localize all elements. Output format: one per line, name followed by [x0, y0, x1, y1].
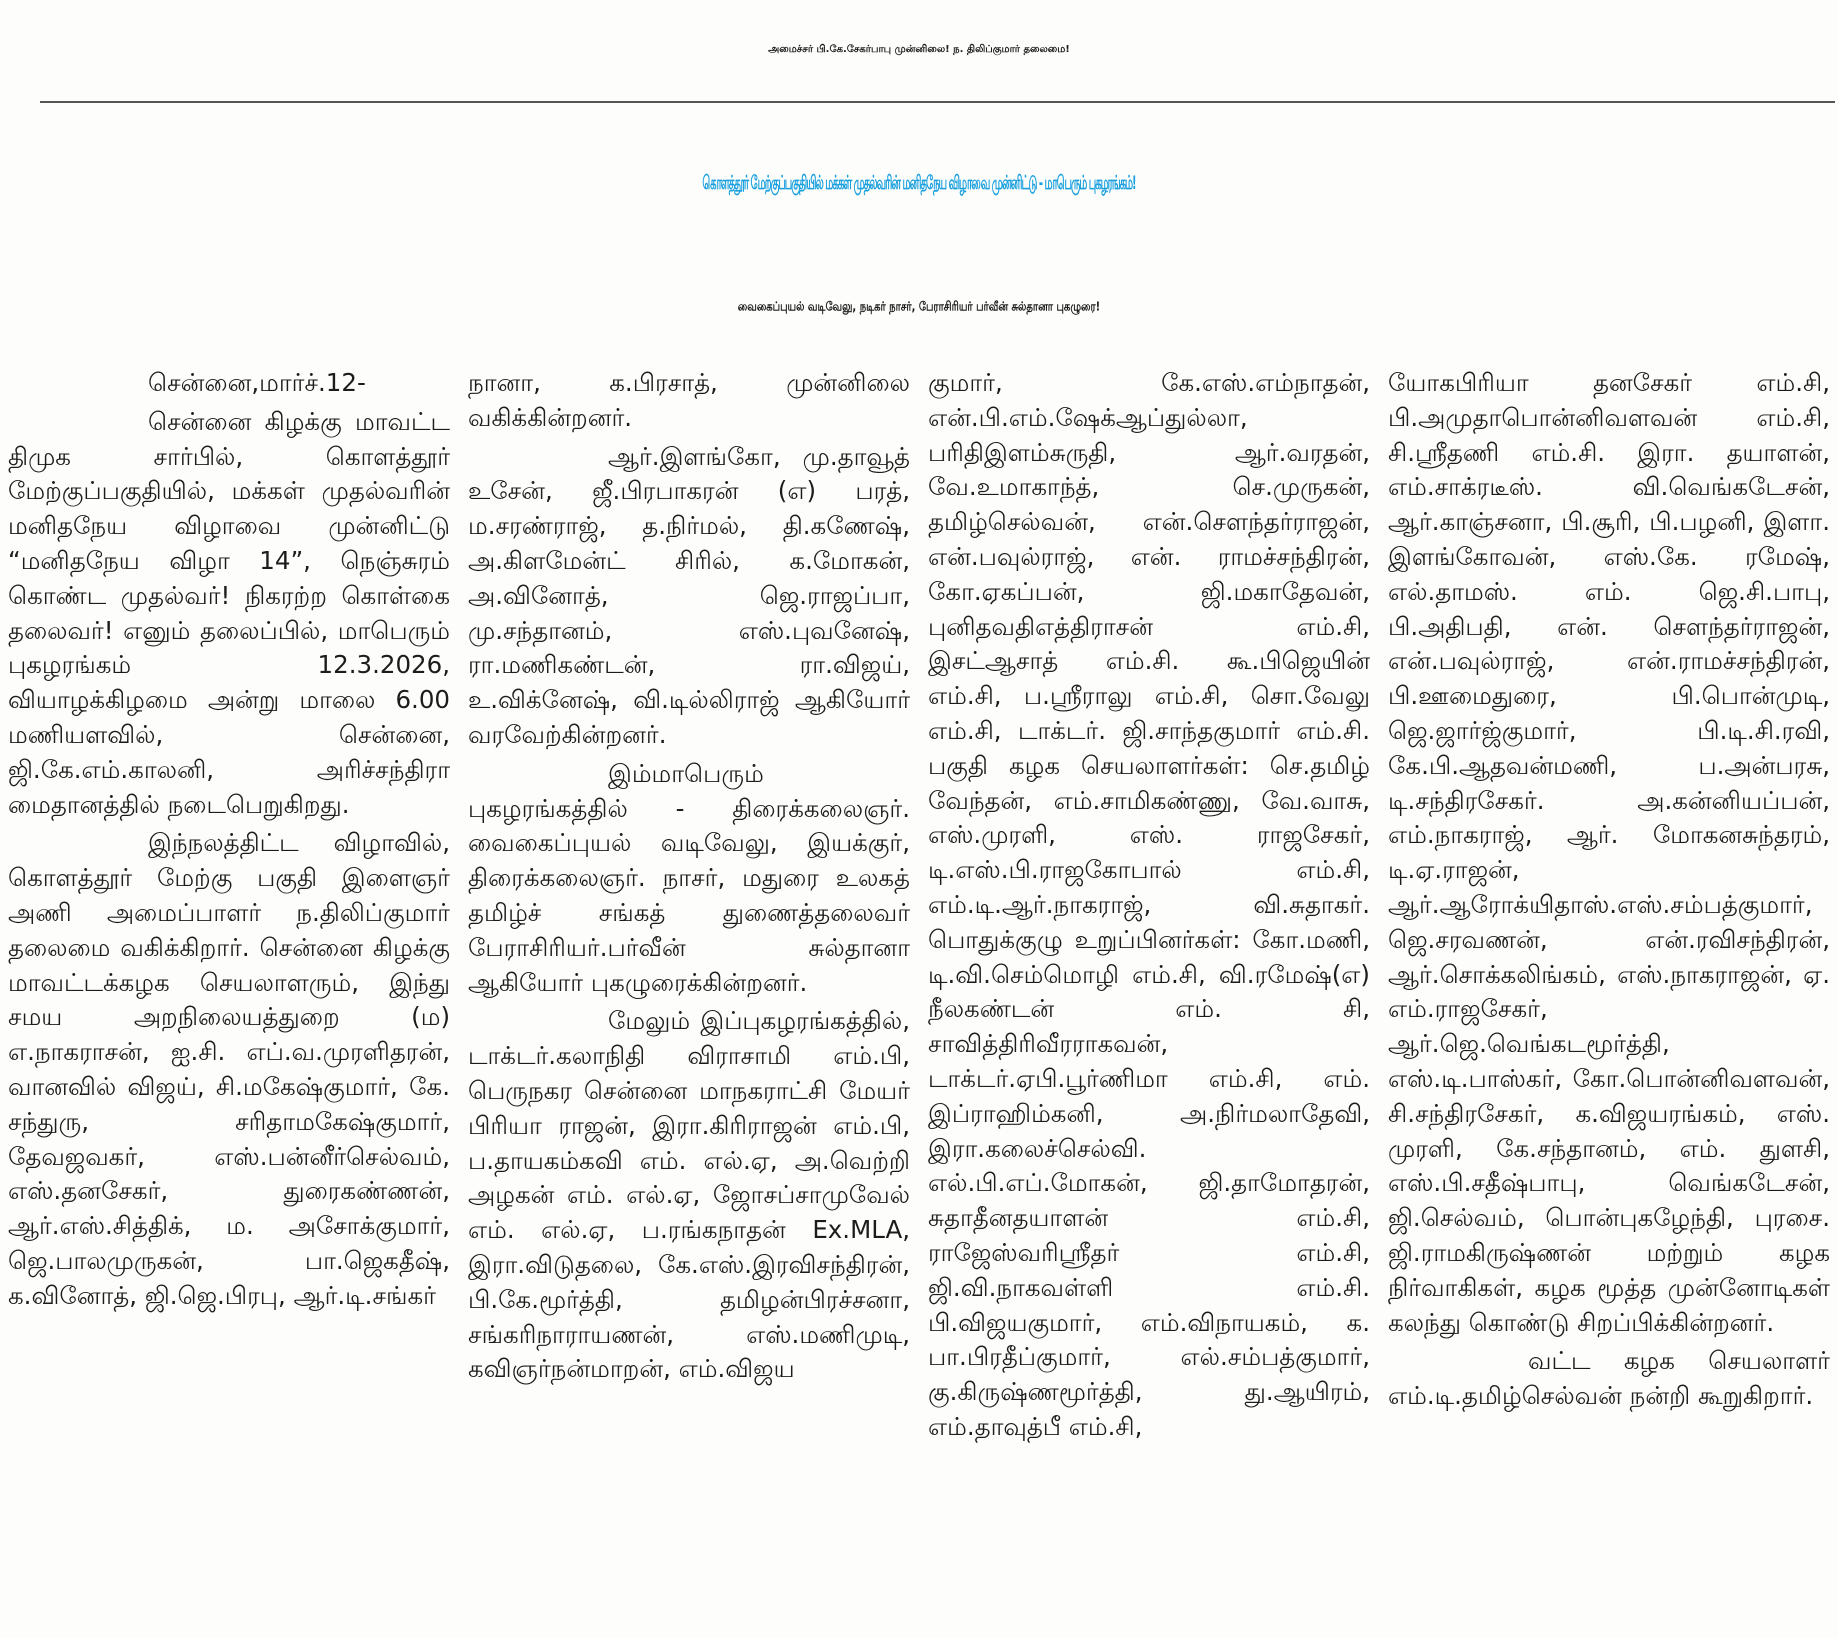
paragraph: இந்நலத்திட்ட விழாவில், கொளத்தூர் மேற்கு பகுதி இளைஞர் அணி அமைப்பாளர் ந.திலிப்குமார் தலைமை வகிக்கிறார். சென்னை கிழக்கு மாவட்டக்கழக செயலாளரும், இந்து சமய அறநிலையத்துறை (ம) எ.நாகராசன், ஐ.சி. எப்.வ.முரளிதரன், வானவில் விஜய், சி.மகேஷ்குமார், கே. சந்துரு, சரிதாமகேஷ்குமார், தேவஜவகர், எஸ்.பன்னீர்செல்வம், எஸ்.தனசேகர், துரைகண்ணன், ஆர்.எஸ்.சித்திக், ம. அசோக்குமார், ஜெ.பாலமுருகன், பா.ஜெகதீஷ், க.வினோத், ஜி.ஜெ.பிரபு, ஆர்.டி.சங்கர் — [8, 828, 450, 1310]
paragraph: குமார், கே.எஸ்.எம்நாதன், என்.பி.எம்.ஷேக்ஆப்துல்லா, பரிதிஇளம்சுருதி, ஆர்.வரதன், வே.உமாகாந்த், செ.முருகன், தமிழ்செல்வன், என்.சௌந்தர்ராஜன், என்.பவுல்ராஜ், என். ராமச்சந்திரன், கோ.ஏகப்பன், ஜி.மகாதேவன், புனிதவதிஎத்திராசன் எம்.சி, இசட்ஆசாத் எம்.சி. கூ.பிஜெயின் எம்.சி, ப.ஸ்ரீராலு எம்.சி, சொ.வேலு எம்.சி, டாக்டர். ஜி.சாந்தகுமார் எம்.சி. பகுதி கழக செயலாளர்கள்: செ.தமிழ் வேந்தன், எம்.சாமிகண்ணு, வே.வாசு, எஸ்.முரளி, எஸ். ராஜசேகர், டி.எஸ்.பி.ராஜகோபால் எம்.சி, எம்.டி.ஆர்.நாகராஜ், வி.சுதாகர். பொதுக்குழு உறுப்பினர்கள்: கோ.மணி, டி.வி.செம்மொழி எம்.சி, வி.ரமேஷ்(எ) நீலகண்டன் எம். சி, சாவித்திரிவீரராகவன், டாக்டர்.ஏபி.பூர்ணிமா எம்.சி, எம். இப்ராஹிம்கனி, அ.நிர்மலாதேவி, இரா.கலைச்செல்வி. எல்.பி.எப்.மோகன், ஜி.தாமோதரன், சுதாதீனதயாளன் எம்.சி, ராஜேஸ்வரிஸ்ரீதர் எம்.சி, ஜி.வி.நாகவள்ளி எம்.சி. பி.விஜயகுமார், எம்.விநாயகம், க. பா.பிரதீப்குமார், எல்.சம்பத்குமார், கு.கிருஷ்ணமூர்த்தி, து.ஆயிரம், எம்.தாவுத்பீ எம்.சி, — [928, 368, 1370, 1441]
column-1 — [8, 366, 450, 1628]
paragraph: மேலும் இப்புகழரங்கத்தில், டாக்டர்.கலாநிதி விராசாமி எம்.பி, பெருநகர சென்னை மாநகராட்சி மேயர் பிரியா ராஜன், இரா.கிரிராஜன் எம்.பி, ப.தாயகம்கவி எம். எல்.ஏ, அ.வெற்றி அழகன் எம். எல்.ஏ, ஜோசப்சாமுவேல் எம். எல்.ஏ, ப.ரங்கநாதன் Ex.MLA, இரா.விடுதலை, கே.எஸ்.இரவிசந்திரன், பி.கே.மூர்த்தி, தமிழன்பிரச்சனா, சங்கரிநாராயணன், எஸ்.மணிமுடி, கவிஞர்நன்மாறன், எம்.விஜய — [468, 1006, 910, 1384]
headline-sub: வைகைப்புயல் வடிவேலு, நடிகர் நாசர், பேராசிரியர் பர்வீன் சுல்தானா புகழுரை! — [737, 300, 1101, 315]
paragraph: இம்மாபெரும் புகழரங்கத்தில் - திரைக்கலைஞர். வைகைப்புயல் வடிவேலு, இயக்குர், திரைக்கலைஞர். நாசர், மதுரை உலகத் தமிழ்ச் சங்கத் துணைத்தலைவர் பேராசிரியர்.பர்வீன் சுல்தானா ஆகியோர் புகழுரைக்கின்றனர். — [468, 758, 910, 997]
headline-main: கொளத்தூர் மேற்குப்பகுதியில் மக்கள் முதல்வரின் மனிதநேய விழாவை முன்னிட்டு - மாபெரும் புகழரங்கம்! — [702, 173, 1136, 195]
column-2 — [468, 366, 910, 1628]
paragraph: வட்ட கழக செயலாளர் எம்.டி.தமிழ்செல்வன் நன்றி கூறுகிறார். — [1388, 1346, 1830, 1411]
paragraph: சென்னை கிழக்கு மாவட்ட திமுக சார்பில், கொளத்தூர் மேற்குப்பகுதியில், மக்கள் முதல்வரின் மனிதநேய விழாவை முன்னிட்டு “மனிதநேய விழா 14”, நெஞ்சுரம் கொண்ட முதல்வர்! நிகரற்ற கொள்கை தலைவர்! எனும் தலைப்பில், மாபெரும் புகழரங்கம் 12.3.2026, வியாழக்கிழமை அன்று மாலை 6.00 மணியளவில், சென்னை, ஜி.கே.எம்.காலனி, அரிச்சந்திரா மைதானத்தில் நடைபெறுகிறது. — [8, 406, 450, 819]
paragraph: யோகபிரியா தனசேகர் எம்.சி, பி.அமுதாபொன்னிவளவன் எம்.சி, சி.ஸ்ரீதணி எம்.சி. இரா. தயாளன், எம்.சாக்ரடீஸ். வி.வெங்கடேசன், ஆர்.காஞ்சனா, பி.சூரி, பி.பழனி, இளா. இளங்கோவன், எஸ்.கே. ரமேஷ், எல்.தாமஸ். எம். ஜெ.சி.பாபு, பி.அதிபதி, என். சௌந்தர்ராஜன், என்.பவுல்ராஜ், என்.ராமச்சந்திரன், பி.ஊமைதுரை, பி.பொன்முடி, ஜெ.ஜார்ஜ்குமார், பி.டி.சி.ரவி, கே.பி.ஆதவன்மணி, ப.அன்பரசு, டி.சந்திரசேகர். அ.கன்னியப்பன், எம்.நாகராஜ், ஆர். மோகனசுந்தரம், டி.ஏ.ராஜன், ஆர்.ஆரோக்யிதாஸ்.எஸ்.சம்பத்குமார், ஜெ.சரவணன், என்.ரவிசந்திரன், ஆர்.சொக்கலிங்கம், எஸ்.நாகராஜன், ஏ. எம்.ராஜசேகர், ஆர்.ஜெ.வெங்கடமூர்த்தி, எஸ்.டி.பாஸ்கர், கோ.பொன்னிவளவன், சி.சந்திரசேகர், க.விஜயரங்கம், எஸ். முரளி, கே.சந்தானம், எம். துளசி, எஸ்.பி.சதீஷ்பாபு, வெங்கடேசன், ஜி.செல்வம், பொன்புகழேந்தி, புரசை. ஜி.ராமகிருஷ்ணன் மற்றும் கழக நிர்வாகிகள், கழக மூத்த முன்னோடிகள் கலந்து கொண்டு சிறப்பிக்கின்றனர். — [1388, 368, 1830, 1337]
paragraph: ஆர்.இளங்கோ, மு.தாவூத் உசேன், ஜீ.பிரபாகரன் (எ) பரத், ம.சரண்ராஜ், த.நிர்மல், தி.கணேஷ், அ.கிளமேன்ட் சிரில், க.மோகன், அ.வினோத், ஜெ.ராஜப்பா, மு.சந்தானம், எஸ்.புவனேஷ், ரா.மணிகண்டன், ரா.விஜய், உ.விக்னேஷ், வி.டில்லிராஜ் ஆகியோர் வரவேற்கின்றனர். — [468, 441, 910, 749]
paragraph: நானா, க.பிரசாத், முன்னிலை வகிக்கின்றனர். — [468, 368, 910, 432]
article-columns — [8, 366, 1830, 1628]
column-3 — [928, 366, 1370, 1628]
dateline: சென்னை,மார்ச்.12- — [148, 368, 366, 397]
column-4 — [1388, 366, 1830, 1628]
headline-top: அமைச்சர் பி.கே.சேகர்பாபு முன்னிலை! ந. திலிப்குமார் தலைமை! — [768, 44, 1070, 55]
